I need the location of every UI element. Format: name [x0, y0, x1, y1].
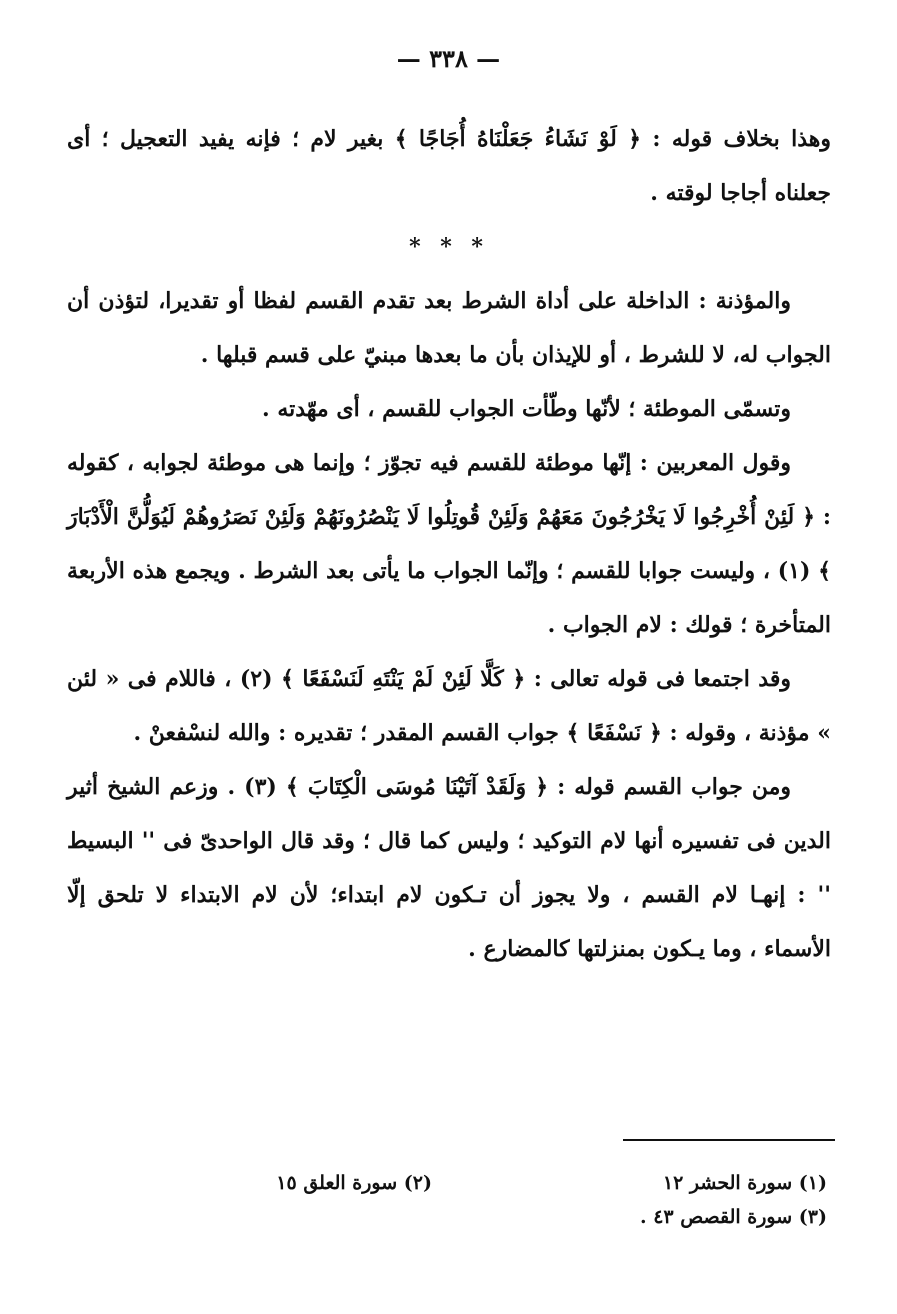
footnote-3: (٣) سورة القصص ٤٣ . [639, 1206, 827, 1228]
paragraph-4: وقول المعربين : إنّها موطئة للقسم فيه تجوّز ؛ وإنما هى موطئة لجوابه ، كقوله : ﴿ لَئِنْ أُخْرِجُوا لَا يَخْرُجُونَ مَعَهُمْ وَلَئِنْ قُوتِلُوا لَا يَنْصُرُونَهُمْ وَلَئِنْ نَصَرُوهُمْ لَيُوَلُّنَّ الْأَدْبَارَ ﴾ (١) ، وليست جوابا للقسم ؛ وإنّما الجواب ما يأتى بعد الشرط . ويجمع هذه الأربعة المتأخرة ؛ قولك : لام الجواب . [67, 450, 831, 638]
paragraph-2: والمؤذنة : الداخلة على أداة الشرط بعد تقدم القسم لفظا أو تقديرا، لتؤذن أن الجواب له، لا للشرط ، أو للإيذان بأن ما بعدها مبنيّ على قسم قبلها . [67, 288, 831, 368]
paragraph-6: ومن جواب القسم قوله : ﴿ وَلَقَدْ آتَيْنَا مُوسَى الْكِتَابَ ﴾ (٣) . وزعم الشيخ أثير الدين فى تفسيره أنها لام التوكيد ؛ وليس كما قال ؛ وقد قال الواحدىّ فى '' البسيط '' : إنهـا لام القسم ، ولا يجوز أن تـكون لام ابتداء؛ لأن لام الابتداء لا تلحق إلّا الأسماء ، وما يـكون بمنزلتها كالمضارع . [67, 774, 831, 962]
footnote-1: (١) سورة الحشر ١٢ [662, 1172, 827, 1194]
paragraph-3: وتسمّى الموطئة ؛ لأنّها وطّأت الجواب للقسم ، أى مهّدته . [262, 396, 791, 422]
body-text [67, 112, 831, 976]
section-separator: * * * [409, 234, 489, 260]
page-number: — ٣٣٨ — [396, 44, 501, 73]
paragraph-5: وقد اجتمعا فى قوله تعالى : ﴿ كَلَّا لَئِنْ لَمْ يَنْتَهِ لَنَسْفَعًا ﴾ (٢) ، فاللام فى « لئن » مؤذنة ، وقوله : ﴿ نَسْفَعًا ﴾ جواب القسم المقدر ؛ تقديره : والله لنسْفعنْ . [67, 666, 831, 746]
footnote-2: (٢) سورة العلق ١٥ [276, 1172, 432, 1194]
footnotes [67, 1166, 827, 1234]
paragraph-1: وهذا بخلاف قوله : ﴿ لَوْ نَشَاءُ جَعَلْنَاهُ أُجَاجًا ﴾ بغير لام ؛ فإنه يفيد التعجيل ؛ أى جعلناه أجاجا لوقته . [67, 126, 831, 206]
footnote-row [67, 1166, 827, 1200]
footnote-row [67, 1200, 827, 1234]
footnote-divider [623, 1139, 835, 1141]
